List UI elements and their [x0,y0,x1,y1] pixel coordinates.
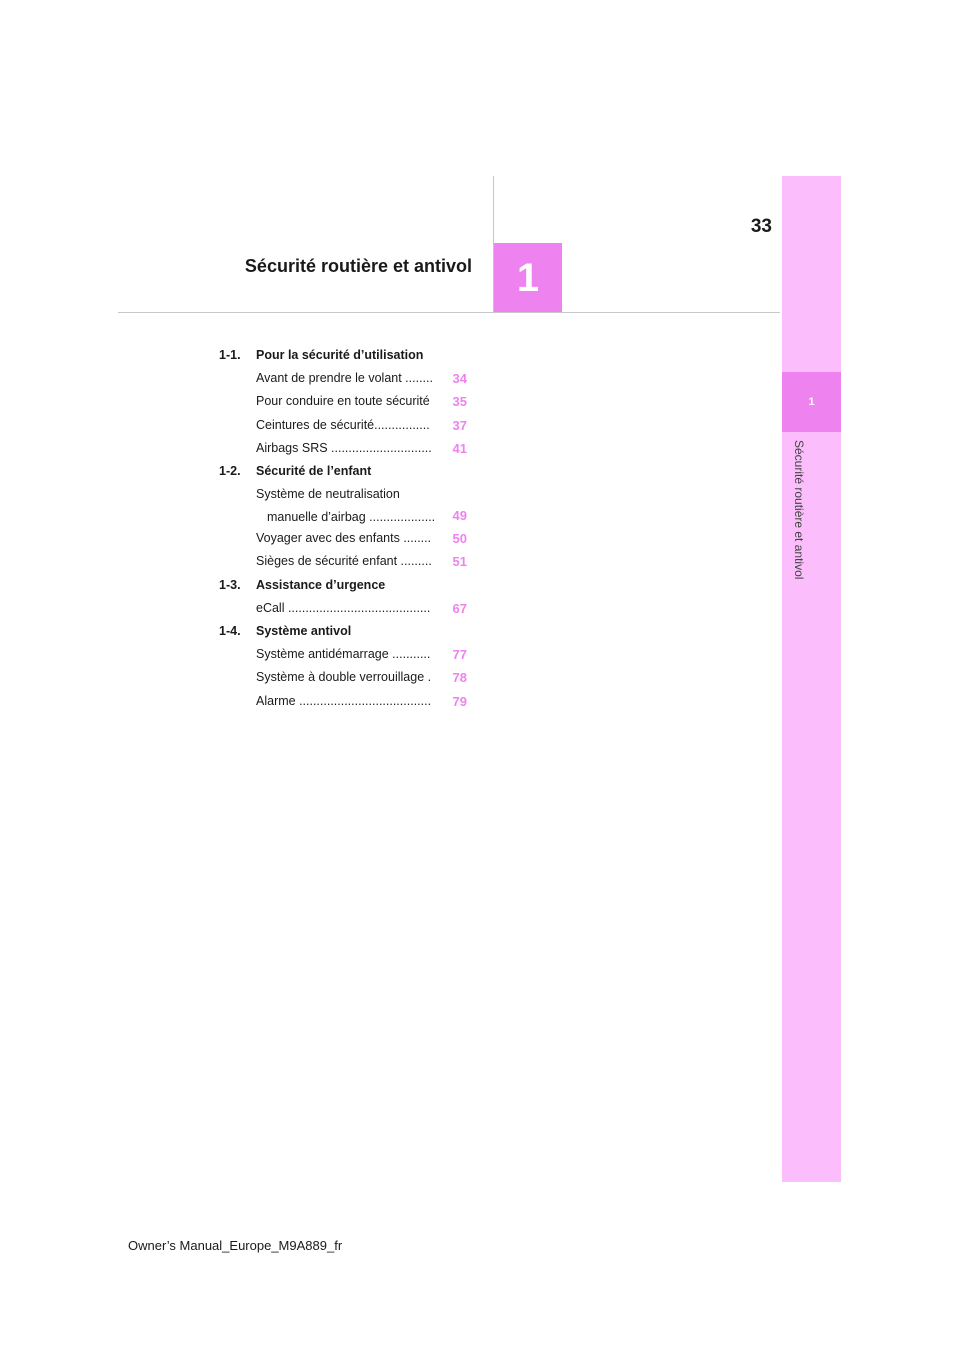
toc-section-1-3 [219,574,467,597]
chapter-title: Sécurité routière et antivol [244,256,472,276]
toc-entry[interactable] [256,367,467,390]
toc-section-number: 1-2. [219,464,241,479]
toc-entry-text: eCall ......................................... [256,600,431,615]
toc-entry[interactable] [256,414,467,437]
toc-section-1-1 [219,344,467,367]
toc-page-link[interactable]: 51 [452,554,467,570]
toc-entry-text: Alarme ...................................... [256,693,432,708]
toc-section-number: 1-3. [219,577,241,592]
toc-entry-text: Système de neutralisation [256,487,400,502]
toc-entry[interactable] [256,690,467,713]
toc-page-link[interactable]: 50 [452,531,467,547]
page-number: 33 [750,216,772,237]
toc-page-link[interactable]: 49 [452,507,467,523]
side-index-band [782,176,841,1182]
toc-entry[interactable] [256,527,467,550]
toc-section-1-4 [219,620,467,643]
header-horizontal-divider [118,312,780,313]
toc-page-link[interactable]: 35 [452,394,467,410]
toc-page-link[interactable]: 41 [452,440,467,456]
toc-section-title: Sécurité de l’enfant [256,464,372,479]
footer-manual-id: Owner’s Manual_Europe_M9A889_fr [128,1238,343,1253]
toc-entry-text: Airbags SRS ............................. [256,440,432,455]
toc-section-number: 1-4. [219,624,241,639]
toc-entry-text: Pour conduire en toute sécurité [256,394,430,409]
toc-section-number: 1-1. [219,348,241,362]
chapter-number-box: 1 [494,243,562,313]
toc-entry-text: Avant de prendre le volant ........ [256,371,433,385]
toc-entry-text: Système antidémarrage ........... [256,647,431,662]
toc-entry-text: Système à double verrouillage . [256,670,432,685]
toc-page-link[interactable]: 67 [452,600,467,616]
toc-page-link[interactable]: 79 [452,693,467,709]
toc-entry[interactable] [256,390,467,413]
toc-entry[interactable] [256,437,467,460]
toc-section-title: Assistance d’urgence [256,577,386,592]
side-index-tab[interactable]: 1 [782,372,841,432]
toc-entry[interactable] [256,483,467,527]
toc-entry-text: Voyager avec des enfants ........ [256,531,432,546]
toc-page-link[interactable]: 77 [452,647,467,663]
toc-section-title: Système antivol [256,624,352,639]
table-of-contents [219,344,467,713]
toc-section-1-2 [219,460,467,483]
toc-section-title: Pour la sécurité d’utilisation [256,348,424,362]
toc-page-link[interactable]: 37 [452,417,467,433]
toc-page-link[interactable]: 78 [452,670,467,686]
toc-page-link[interactable]: 34 [452,371,467,386]
toc-entry-text-continued: manuelle d’airbag ................... [267,510,436,525]
toc-entry-text: Sièges de sécurité enfant ......... [256,554,432,569]
toc-entry-text: Ceintures de sécurité................ [256,417,430,432]
toc-entry[interactable] [256,597,467,620]
toc-entry[interactable] [256,550,467,573]
side-index-label: Sécurité routière et antivol [792,440,806,580]
toc-entry[interactable] [256,666,467,689]
toc-entry[interactable] [256,643,467,666]
